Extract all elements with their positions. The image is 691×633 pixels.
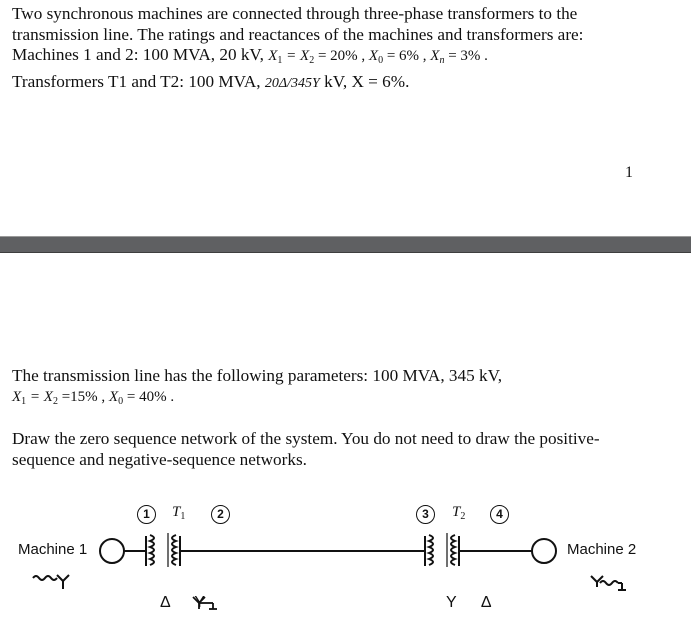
- machine-2-symbol: [532, 539, 556, 563]
- one-line-diagram: [0, 493, 691, 633]
- bus-3-marker: 3: [416, 505, 435, 524]
- t1-primary-winding: [150, 535, 154, 565]
- t1-label: $T_1$: [172, 504, 186, 522]
- line-params-reactances: $X_1 = X_2 =15\%$ , $X_0 = 40\%$ .: [12, 388, 175, 407]
- page-separator: [0, 236, 691, 253]
- one-line-diagram-drawing: [0, 493, 691, 633]
- t2-label: $T_2$: [452, 504, 466, 522]
- bus-4-marker: 4: [490, 505, 509, 524]
- bus-1-marker: 1: [137, 505, 156, 524]
- machine-2-grounding-symbol: [591, 576, 626, 590]
- task-line-2: sequence and negative-sequence networks.: [12, 449, 307, 469]
- line-parameters: [12, 366, 502, 412]
- task-instructions: [12, 429, 600, 470]
- intro-line-1: Two synchronous machines are connected through three-phase transformers to the: [12, 4, 578, 23]
- t1-secondary-winding: [172, 535, 176, 565]
- t2-connection-label: Y Δ: [446, 594, 502, 611]
- bus-2-marker: 2: [211, 505, 230, 524]
- intro-line-2: transmission line. The ratings and reactances of the machines and transformers are:: [12, 24, 584, 44]
- machine-1-symbol: [100, 539, 124, 563]
- document-page-2: [0, 253, 691, 633]
- t2-secondary-winding: [451, 535, 455, 565]
- t1-connection-label: Δ Y: [160, 594, 215, 611]
- machine-1-grounding-symbol: [33, 575, 69, 589]
- line-params-line-1: The transmission line has the following parameters: 100 MVA, 345 kV,: [12, 366, 503, 385]
- t2-primary-winding: [429, 535, 433, 565]
- machine-1-label: Machine 1: [18, 541, 88, 558]
- document-page-1: [0, 0, 691, 236]
- machines-ratings: Machines 1 and 2: 100 MVA, 20 kV, $X_1 = X_2 = 20\%$ , $X_0 = 6\%$ , $X_n = 3\%$ .: [12, 45, 488, 66]
- page-number: 1: [625, 164, 633, 181]
- task-line-1: Draw the zero sequence network of the system. You do not need to draw the positive-: [12, 429, 600, 448]
- problem-intro: [12, 4, 583, 94]
- transformers-ratings: Transformers T1 and T2: 100 MVA, 20Δ/345Y kV, X = 6%.: [12, 71, 410, 91]
- machine-2-label: Machine 2: [567, 541, 637, 558]
